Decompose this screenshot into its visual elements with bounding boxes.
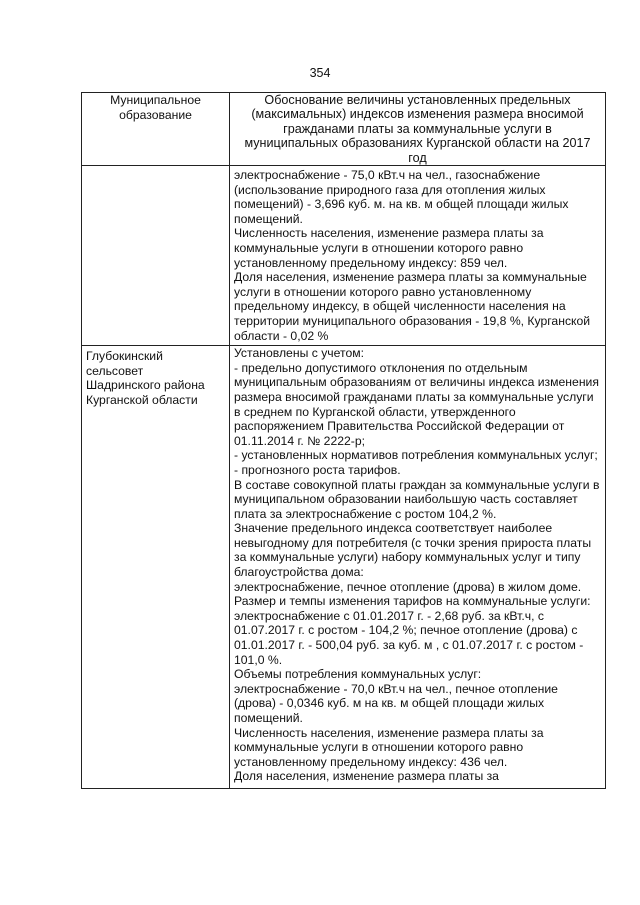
paragraph: электроснабжение, печное отопление (дрова) в жилом доме. xyxy=(234,579,582,594)
paragraph: В составе совокупной платы граждан за коммунальные услуги в муниципальном образовании наибольшую часть составляет плата за электроснабжение с ростом 104,2 %. xyxy=(234,477,600,521)
paragraph: электроснабжение - 70,0 кВт.ч на чел., печное отопление (дрова) - 0,0346 куб. м на кв. м общей площади жилых помещений. xyxy=(234,681,558,725)
paragraph: Установлены с учетом: xyxy=(234,346,364,361)
header-justification: Обоснование величины установленных предельных (максимальных) индексов изменения размера вносимой гражданами платы за коммунальные услуги в муниципальных образованиях Курганской области на 2017 год xyxy=(230,93,606,166)
paragraph: Доля населения, изменение размера платы за коммунальные услуги в отношении которого равно установленному предельному индексу, в общей численности населения на территории муниципального образования - 19,8 %, Курганской области - 0,02 % xyxy=(234,270,591,343)
paragraph: Значение предельного индекса соответствует наиболее невыгодному для потребителя (с точки зрения прироста платы за коммунальные услуги) набору коммунальных услуг и типу благоустройства дома: xyxy=(234,521,592,580)
municipality-name: Глубокинский сельсовет Шадринского района Курганской области xyxy=(86,349,205,407)
paragraph: Доля населения, изменение размера платы за xyxy=(234,769,499,784)
table-row xyxy=(82,346,606,789)
paragraph: - прогнозного роста тарифов. xyxy=(234,462,401,477)
paragraph: Объемы потребления коммунальных услуг: xyxy=(234,667,482,682)
municipality-cell xyxy=(82,346,230,789)
paragraph: электроснабжение - 75,0 кВт.ч на чел., газоснабжение (использование природного газа для отопления жилых помещений) - 3,696 куб. м. на кв. м общей площади жилых помещений. xyxy=(234,168,569,226)
paragraph: Размер и темпы изменения тарифов на коммунальные услуги: xyxy=(234,594,591,609)
justification-cell xyxy=(230,346,606,789)
paragraph: - установленных нормативов потребления коммунальных услуг; xyxy=(234,448,598,463)
table-header-row xyxy=(82,93,606,166)
paragraph: Численность населения, изменение размера платы за коммунальные услуги в отношении которого равно установленному предельному индексу: 436 чел. xyxy=(234,725,544,769)
municipality-cell xyxy=(82,166,230,346)
header-municipality-text: Муниципальное образование xyxy=(110,93,201,122)
paragraph: - предельно допустимого отклонения по отдельным муниципальным образованиям от величины индекса изменения размера вносимой гражданами платы за коммунальные услуги в среднем по Курганской области, утвержденного распоряжением Правительства Российской Федерации от 01.11.2014 г. № 2222-р; xyxy=(234,360,599,448)
table-row xyxy=(82,166,606,346)
page-number: 354 xyxy=(309,66,331,80)
header-municipality xyxy=(82,93,230,166)
paragraph: Численность населения, изменение размера платы за коммунальные услуги в отношении которого равно установленному предельному индексу: 859 чел. xyxy=(234,226,544,270)
justification-cell xyxy=(230,166,606,346)
paragraph: электроснабжение с 01.01.2017 г. - 2,68 руб. за кВт.ч, с 01.07.2017 г. с ростом - 104,2 %; печное отопление (дрова) с 01.01.2017 г. - 500,04 руб. за куб. м , с 01.07.2017 г. с ростом - 101,0 %. xyxy=(234,608,584,667)
index-justification-table xyxy=(81,92,606,789)
